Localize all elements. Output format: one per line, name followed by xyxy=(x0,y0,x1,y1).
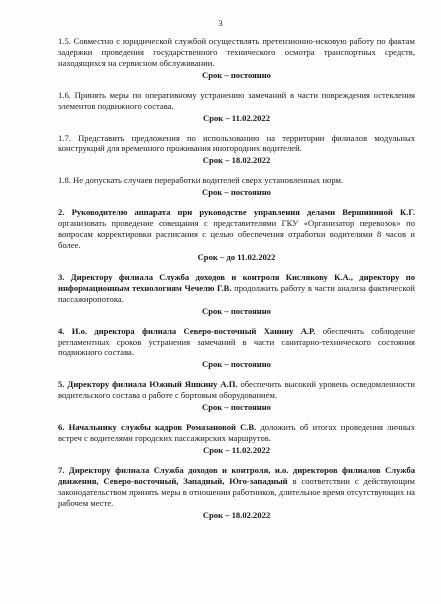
deadline: Срок – постоянно xyxy=(202,69,271,80)
item-text: 1.6. Принять меры по оперативному устранению замечаний в части повреждения остекления элементов подвижного состава. xyxy=(58,89,416,111)
item-number: 6. xyxy=(58,422,65,433)
deadline: Срок – постоянно xyxy=(202,402,271,413)
item-number: 5. xyxy=(58,379,65,390)
document-body xyxy=(58,36,415,530)
item-text: 1.7. Представить предложения по использованию на территории филиалов модульных конструкций для временного проживания иногородних водителей. xyxy=(58,132,416,154)
responsible-person: Начальнику службы кадров Ромазановой С.В. xyxy=(68,422,257,433)
item-text: 1.5. Совместно с юридической службой осуществлять претензионно-исковую работу по фактам задержки проведения государственного технического осмотра транспортных средств, находящихся на сервисном обслуживании. xyxy=(58,36,416,68)
item-text: 2. Руководителю аппарата при руководстве управления делами Вершининой К.Г. организовать проведение совещания с представителями ГКУ «Организатор перевозок» по вопросам корректировки расписания с целью обеспечения отработки водителями 8 часов и более. xyxy=(58,207,415,250)
item-1-5 xyxy=(58,36,415,81)
item-number: 1.5. xyxy=(58,36,71,46)
item-text: 3. Директору филиала Служба доходов и контроля Кислякову К.А., директору по информационным технологиям Чечелю Г.В. продолжить работу в части анализа фактической пассажиропотока. xyxy=(58,271,416,304)
item-number: 1.7. xyxy=(58,132,71,143)
deadline: Срок – 18.02.2022 xyxy=(202,155,271,166)
item-1-6 xyxy=(58,90,415,124)
item-5 xyxy=(58,379,415,413)
page-number: 3 xyxy=(218,18,223,28)
deadline: Срок – 11.02.2022 xyxy=(202,444,271,455)
deadline: Срок – постоянно xyxy=(202,359,271,370)
item-number: 1.8. xyxy=(58,175,71,186)
item-number: 7. xyxy=(58,464,65,475)
item-7 xyxy=(58,465,415,521)
item-text: 7. Директору филиала Служба доходов и контроля, и.о. директоров филиалов Служба движения, Северо-восточный, Западный, Юго-западный в соответствии с действующим законодательством принять меры в отношении работников, длительное время отсутствующих на рабочем месте. xyxy=(58,464,415,508)
deadline: Срок – постоянно xyxy=(202,187,271,198)
responsible-person: Директору филиала Служба доходов и контроля Кислякову К.А., директору по информационным технологиям Чечелю Г.В. xyxy=(58,271,416,293)
item-text: 1.8. Не допускать случаев переработки водителей сверх установленных норм. xyxy=(58,175,344,186)
deadline: Срок – постоянно xyxy=(202,305,271,316)
responsible-person: Директору филиала Южный Яшкину А.П. xyxy=(67,379,238,390)
deadline: Срок – до 11.02.2022 xyxy=(197,251,276,262)
item-text: 4. И.о. директора филиала Северо-восточный Ханину А.Р. обеспечить соблюдение регламентных сроков устранения замечаний в части санитарно-технического состояния подвижного состава. xyxy=(58,325,415,358)
responsible-person: Директору филиала Служба доходов и контроля, и.о. директоров филиалов Служба движения, Северо-восточный, Западный, Юго-западный xyxy=(58,464,415,486)
item-number: 1.6. xyxy=(58,89,71,100)
item-text: 5. Директору филиала Южный Яшкину А.П. обеспечить высокий уровень осведомленности водительского состава о работе с бортовым оборудованием. xyxy=(58,379,415,401)
item-6 xyxy=(58,422,415,456)
item-number: 2. xyxy=(58,207,65,218)
deadline: Срок – 11.02.2022 xyxy=(202,112,271,123)
item-4 xyxy=(58,326,415,371)
responsible-person: И.о. директора филиала Северо-восточный Ханину А.Р. xyxy=(71,325,316,336)
item-text: 6. Начальнику службы кадров Ромазановой С.В. доложить об итогах проведения личных встреч с водителями городских пассажирских маршрутов. xyxy=(58,422,415,444)
item-3 xyxy=(58,272,415,317)
item-2 xyxy=(58,207,415,263)
item-number: 4. xyxy=(58,325,65,336)
item-1-8 xyxy=(58,175,415,198)
item-number: 3. xyxy=(58,271,65,282)
deadline: Срок – 18.02.2022 xyxy=(202,509,271,520)
item-1-7 xyxy=(58,133,415,167)
responsible-person: Руководителю аппарата при руководстве управления делами Вершининой К.Г. xyxy=(71,207,415,218)
